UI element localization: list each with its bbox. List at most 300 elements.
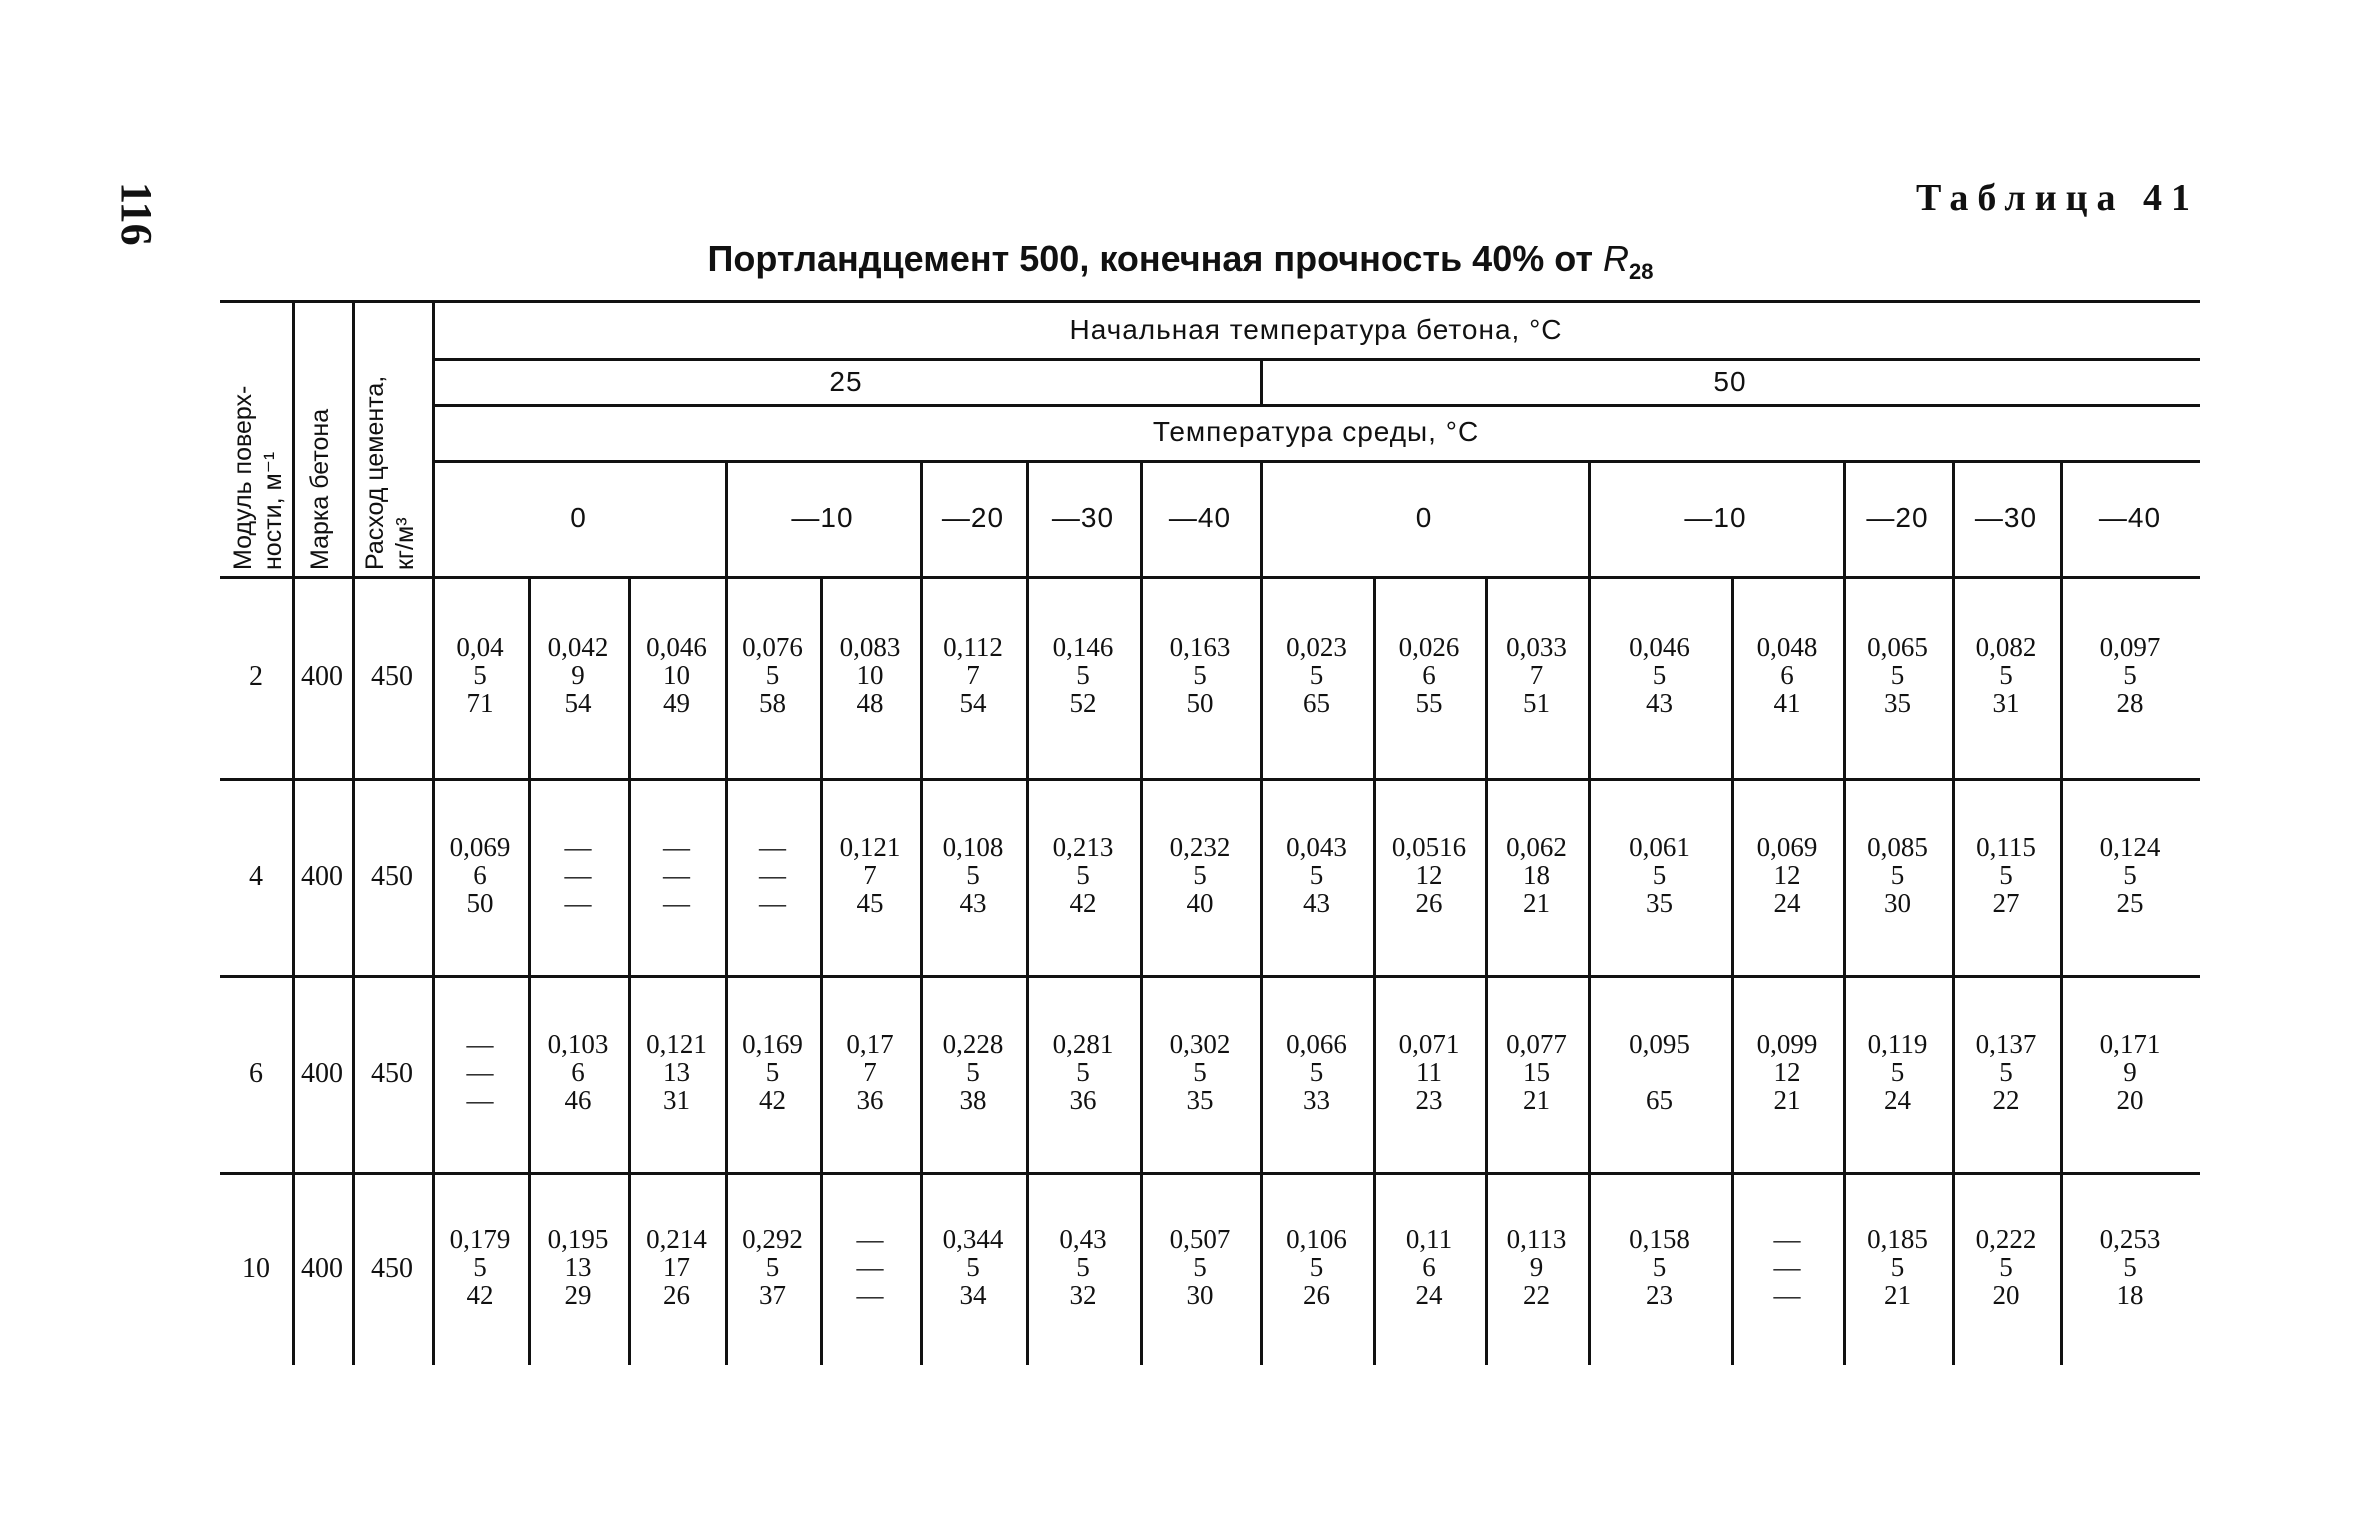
cell-line: 58 xyxy=(759,688,786,718)
cell-line: 5 xyxy=(473,1251,487,1282)
table-cell xyxy=(2060,1225,2200,1309)
page-number: 116 xyxy=(112,182,161,246)
table-cell xyxy=(920,1225,1026,1309)
table-cell xyxy=(1373,1030,1485,1114)
cell-line: 13 xyxy=(663,1056,690,1087)
cell-line: 5 xyxy=(966,1251,980,1282)
table-cell xyxy=(1843,1225,1952,1309)
cell-line: 50 xyxy=(466,887,494,918)
cell-line: 6 xyxy=(1780,660,1794,690)
cell-line: 36 xyxy=(1069,1084,1097,1115)
cell-line: 0,046 xyxy=(1629,632,1690,662)
table-cell xyxy=(820,633,920,717)
cell-line: 5 xyxy=(1999,1251,2013,1282)
cell-line: 26 xyxy=(1415,887,1443,918)
table-cell xyxy=(1260,1030,1373,1114)
cell-line: 43 xyxy=(1646,688,1673,718)
cell-line: — xyxy=(1773,1223,1801,1254)
header-env-temp-value: —40 xyxy=(2098,502,2162,533)
cell-line: 40 xyxy=(1186,887,1214,918)
cell-line: 0,071 xyxy=(1398,1028,1460,1059)
cell-line: 36 xyxy=(856,1084,884,1115)
table-cell xyxy=(1373,833,1485,917)
cell-line: 0,344 xyxy=(942,1223,1004,1254)
cell-line: 0,069 xyxy=(1756,831,1818,862)
cell-line: 30 xyxy=(1186,1279,1214,1310)
cell-line: 0,108 xyxy=(942,831,1004,862)
table-cell xyxy=(1731,833,1843,917)
cell-line: 5 xyxy=(1309,660,1324,690)
cell-line: 0,146 xyxy=(1052,632,1114,662)
cell-line: 0,11 xyxy=(1405,1223,1453,1254)
cell-line: 12 xyxy=(1415,859,1443,890)
cell-line: 0,061 xyxy=(1629,831,1690,862)
cell-line: 32 xyxy=(1069,1279,1097,1310)
cell-line: 43 xyxy=(1303,887,1330,918)
cell-line: 0,083 xyxy=(839,632,901,662)
table-cell xyxy=(1843,1030,1952,1114)
table-cell xyxy=(528,1225,628,1309)
cell-line: 5 xyxy=(1890,660,1905,690)
table-cell xyxy=(725,1030,820,1114)
cell-line: 18 xyxy=(2116,1279,2144,1310)
cell-line: 17 xyxy=(663,1251,690,1282)
cell-line: 0,253 xyxy=(2099,1223,2161,1254)
cell-line: 0,121 xyxy=(646,1028,707,1059)
cell-line: 0,281 xyxy=(1052,1028,1114,1059)
table-cell xyxy=(1026,1225,1140,1309)
header-env-temp: Температура среды, °С xyxy=(1152,416,1480,447)
row-separator xyxy=(220,778,2200,781)
cell-line: 43 xyxy=(959,887,987,918)
cell-line: 0,121 xyxy=(839,831,901,862)
header-cement: Расход цемента, кг/м³ xyxy=(361,375,419,570)
cell-line: 21 xyxy=(1523,887,1550,918)
cell-line: 29 xyxy=(564,1279,592,1310)
cell-line: 0,106 xyxy=(1286,1223,1347,1254)
row-cement: 450 xyxy=(371,1057,413,1089)
cell-line: — xyxy=(759,859,786,890)
cell-line: 11 xyxy=(1416,1056,1442,1087)
cell-line: 0,066 xyxy=(1286,1028,1347,1059)
cell-line: 0,185 xyxy=(1867,1223,1928,1254)
header-env-temp-value: —20 xyxy=(941,502,1005,533)
cell-line: — xyxy=(1773,1279,1801,1310)
cell-line: 0,171 xyxy=(2099,1028,2161,1059)
cell-line: 12 xyxy=(1773,859,1801,890)
cell-line: 0,169 xyxy=(742,1028,803,1059)
cell-line: 71 xyxy=(466,688,494,718)
table-cell xyxy=(1026,633,1140,717)
cell-line: 0,023 xyxy=(1286,632,1347,662)
table-cell xyxy=(1140,1030,1260,1114)
cell-line: 0,043 xyxy=(1286,831,1347,862)
row-separator xyxy=(220,975,2200,978)
header-temp-50: 50 xyxy=(1713,366,1747,397)
table-cell xyxy=(1026,1030,1140,1114)
cell-line: 10 xyxy=(856,660,884,690)
cell-line: 12 xyxy=(1773,1056,1801,1087)
cell-line: 5 xyxy=(1309,1056,1324,1087)
cell-line: 18 xyxy=(1523,859,1550,890)
cell-line: 5 xyxy=(1309,859,1324,890)
header-rule-3 xyxy=(432,460,2200,463)
table-cell xyxy=(1731,1030,1843,1114)
cell-line: 7 xyxy=(863,1056,877,1087)
row-grade: 400 xyxy=(301,1252,343,1284)
cell-line: 0,069 xyxy=(449,831,511,862)
cell-line: 25 xyxy=(2116,887,2144,918)
cell-line: 65 xyxy=(1646,1084,1673,1115)
cell-line: 0,076 xyxy=(742,632,803,662)
table-cell xyxy=(920,833,1026,917)
cell-line: 37 xyxy=(759,1279,786,1310)
cell-line xyxy=(1588,1058,1731,1086)
cell-line: 6 xyxy=(571,1056,585,1087)
table-cell xyxy=(1588,1030,1731,1114)
cell-line: 33 xyxy=(1303,1084,1330,1115)
table-cell xyxy=(1843,633,1952,717)
table-cell xyxy=(725,1225,820,1309)
cell-line: 0,0516 xyxy=(1391,831,1467,862)
cell-line: 9 xyxy=(1529,1251,1544,1282)
cell-line: 42 xyxy=(759,1084,786,1115)
cell-line: 0,43 xyxy=(1059,1223,1107,1254)
cell-line: — xyxy=(466,1084,494,1115)
cell-line: 5 xyxy=(1076,1251,1090,1282)
cell-line: 20 xyxy=(1992,1279,2020,1310)
cell-line: 54 xyxy=(564,688,592,718)
cell-line: 23 xyxy=(1646,1279,1673,1310)
title-symbol: R xyxy=(1602,238,1629,279)
table-cell xyxy=(820,1225,920,1309)
cell-line: 0,195 xyxy=(547,1223,609,1254)
table-cell xyxy=(725,633,820,717)
table-cell xyxy=(1588,833,1731,917)
table-cell xyxy=(1588,633,1731,717)
row-cement: 450 xyxy=(371,1252,413,1284)
cell-line: 5 xyxy=(1193,1056,1207,1087)
table-cell xyxy=(1952,833,2060,917)
cell-line: 0,222 xyxy=(1975,1223,2037,1254)
cell-line: 13 xyxy=(564,1251,592,1282)
cell-line: 9 xyxy=(571,660,585,690)
cell-line: — xyxy=(856,1223,884,1254)
row-module: 4 xyxy=(249,860,263,892)
cell-line: 0,046 xyxy=(646,632,707,662)
table-cell xyxy=(628,1030,725,1114)
cell-line: 0,065 xyxy=(1867,632,1928,662)
cell-line: 42 xyxy=(1069,887,1097,918)
cell-line: 15 xyxy=(1523,1056,1550,1087)
cell-line: 5 xyxy=(1890,1056,1905,1087)
table-cell xyxy=(2060,833,2200,917)
header-rule-2 xyxy=(432,404,2200,407)
cell-line: 0,097 xyxy=(2099,632,2161,662)
cell-line: 55 xyxy=(1415,688,1443,718)
cell-line: 10 xyxy=(663,660,690,690)
cell-line: 7 xyxy=(863,859,877,890)
cell-line: 0,214 xyxy=(646,1223,707,1254)
table-cell xyxy=(1588,1225,1731,1309)
cell-line: 35 xyxy=(1186,1084,1214,1115)
cell-line: 28 xyxy=(2116,688,2144,718)
cell-line: 5 xyxy=(1890,859,1905,890)
cell-line: 5 xyxy=(1309,1251,1324,1282)
table-cell xyxy=(1026,833,1140,917)
cell-line: 5 xyxy=(1193,660,1207,690)
cell-line: 5 xyxy=(765,1251,780,1282)
table-cell xyxy=(1952,1225,2060,1309)
cell-line: 5 xyxy=(966,859,980,890)
table-cell xyxy=(528,1030,628,1114)
cell-line: 5 xyxy=(2123,859,2137,890)
cell-line: 46 xyxy=(564,1084,592,1115)
header-bottom-rule xyxy=(220,576,2200,579)
table-cell xyxy=(628,833,725,917)
cell-line: 0,137 xyxy=(1975,1028,2037,1059)
cell-line: 5 xyxy=(1890,1251,1905,1282)
table-cell xyxy=(920,1030,1026,1114)
cell-line: 0,033 xyxy=(1506,632,1567,662)
cell-line: 5 xyxy=(1193,1251,1207,1282)
table-top-rule xyxy=(220,300,2200,303)
cell-line: 0,228 xyxy=(942,1028,1004,1059)
row-module: 10 xyxy=(242,1252,270,1284)
header-env-temp-value: —30 xyxy=(1974,502,2038,533)
cell-line: 0,507 xyxy=(1169,1223,1231,1254)
row-cement: 450 xyxy=(371,661,413,692)
cell-line: 5 xyxy=(1076,660,1090,690)
cell-line: 24 xyxy=(1415,1279,1443,1310)
table-cell xyxy=(1485,1030,1588,1114)
cell-line: 0,292 xyxy=(742,1223,803,1254)
cell-line: 0,124 xyxy=(2099,831,2161,862)
cell-line: — xyxy=(856,1251,884,1282)
table-cell xyxy=(1485,833,1588,917)
cell-line: 22 xyxy=(1523,1279,1550,1310)
cell-line: 20 xyxy=(2116,1084,2144,1115)
cell-line: 0,163 xyxy=(1169,632,1231,662)
table-cell xyxy=(820,1030,920,1114)
cell-line: 5 xyxy=(2123,660,2137,690)
cell-line: 41 xyxy=(1773,688,1801,718)
cell-line: 7 xyxy=(1529,660,1544,690)
cell-line: 34 xyxy=(959,1279,987,1310)
cell-line: 24 xyxy=(1773,887,1801,918)
cell-line: 0,077 xyxy=(1506,1028,1567,1059)
table-cell xyxy=(1485,1225,1588,1309)
cell-line: 51 xyxy=(1523,688,1550,718)
table-cell xyxy=(1260,1225,1373,1309)
cell-line: 23 xyxy=(1415,1084,1443,1115)
cell-line: 21 xyxy=(1773,1084,1801,1115)
cell-line: 0,232 xyxy=(1169,831,1231,862)
cell-line: 54 xyxy=(959,688,987,718)
cell-line: 7 xyxy=(966,660,980,690)
header-temp-25: 25 xyxy=(829,366,863,397)
cell-line: 0,103 xyxy=(547,1028,609,1059)
table-cell xyxy=(1843,833,1952,917)
row-cement: 450 xyxy=(371,860,413,892)
cell-line: 38 xyxy=(959,1084,987,1115)
cell-line: — xyxy=(663,831,690,862)
cell-line: — xyxy=(564,887,592,918)
table-cell xyxy=(1952,1030,2060,1114)
cell-line: 0,085 xyxy=(1867,831,1928,862)
cell-line: 6 xyxy=(473,859,487,890)
cell-line: 0,115 xyxy=(1976,831,2036,862)
cell-line: 0,119 xyxy=(1867,1028,1928,1059)
table-cell xyxy=(432,1030,528,1114)
cell-line: — xyxy=(1773,1251,1801,1282)
row-grade: 400 xyxy=(301,1057,343,1089)
data-table xyxy=(220,300,2200,1365)
cell-line: 5 xyxy=(1652,1251,1667,1282)
cell-line: 26 xyxy=(1303,1279,1330,1310)
header-env-temp-value: 0 xyxy=(570,502,587,533)
cell-line: 5 xyxy=(765,1056,780,1087)
cell-line: 30 xyxy=(1884,887,1911,918)
table-cell xyxy=(1485,633,1588,717)
cell-line: 24 xyxy=(1884,1084,1911,1115)
table-cell xyxy=(528,633,628,717)
header-grade: Марка бетона xyxy=(306,408,334,570)
cell-line: 49 xyxy=(663,688,690,718)
table-cell xyxy=(432,1225,528,1309)
cell-line: 27 xyxy=(1992,887,2020,918)
cell-line: 5 xyxy=(1999,859,2013,890)
cell-line: 0,048 xyxy=(1756,632,1818,662)
cell-line: 5 xyxy=(1999,660,2013,690)
cell-line: 0,213 xyxy=(1052,831,1114,862)
table-cell xyxy=(628,1225,725,1309)
table-cell xyxy=(628,633,725,717)
cell-line: — xyxy=(564,859,592,890)
header-env-temp-value: —40 xyxy=(1168,502,1232,533)
row-grade: 400 xyxy=(301,661,343,692)
cell-line: 5 xyxy=(1652,660,1667,690)
table-cell xyxy=(920,633,1026,717)
cell-line: 6 xyxy=(1422,660,1436,690)
table-cell xyxy=(528,833,628,917)
table-cell xyxy=(820,833,920,917)
cell-line: — xyxy=(759,831,786,862)
table-cell xyxy=(1140,1225,1260,1309)
cell-line: 0,17 xyxy=(846,1028,894,1059)
cell-line: 0,042 xyxy=(547,632,609,662)
cell-line: 0,062 xyxy=(1506,831,1567,862)
cell-line: 5 xyxy=(1076,859,1090,890)
cell-line: 48 xyxy=(856,688,884,718)
column-rule xyxy=(352,300,355,1365)
cell-line: — xyxy=(466,1028,494,1059)
row-module: 2 xyxy=(249,661,263,692)
cell-line: 6 xyxy=(1422,1251,1436,1282)
table-title xyxy=(0,238,2361,285)
cell-line: 42 xyxy=(466,1279,494,1310)
table-cell xyxy=(432,633,528,717)
table-cell xyxy=(1260,633,1373,717)
cell-line: 0,04 xyxy=(456,632,504,662)
header-env-temp-value: —20 xyxy=(1866,502,1929,533)
cell-line: 52 xyxy=(1069,688,1097,718)
header-env-temp-value: —10 xyxy=(791,502,854,533)
header-env-temp-value: —30 xyxy=(1051,502,1115,533)
cell-line: 5 xyxy=(473,660,487,690)
table-cell xyxy=(1952,633,2060,717)
cell-line: — xyxy=(759,887,786,918)
table-cell xyxy=(432,833,528,917)
cell-line: 5 xyxy=(966,1056,980,1087)
cell-line: 31 xyxy=(663,1084,690,1115)
cell-line: 0,095 xyxy=(1629,1028,1690,1059)
header-module: Модуль поверх- ности, м⁻¹ xyxy=(229,385,287,570)
header-env-temp-value: —10 xyxy=(1684,502,1747,533)
cell-line: 0,099 xyxy=(1756,1028,1818,1059)
row-module: 6 xyxy=(249,1057,263,1089)
table-cell xyxy=(1140,833,1260,917)
cell-line: 45 xyxy=(856,887,884,918)
table-cell xyxy=(1731,1225,1843,1309)
cell-line: 0,112 xyxy=(943,632,1003,662)
table-cell xyxy=(1373,633,1485,717)
cell-line: 5 xyxy=(2123,1251,2137,1282)
column-rule xyxy=(292,300,295,1365)
cell-line: 26 xyxy=(663,1279,690,1310)
row-grade: 400 xyxy=(301,860,343,892)
cell-line: 50 xyxy=(1186,688,1214,718)
cell-line: 0,113 xyxy=(1506,1223,1567,1254)
cell-line: 5 xyxy=(1076,1056,1090,1087)
row-separator xyxy=(220,1172,2200,1175)
cell-line: 35 xyxy=(1884,688,1911,718)
cell-line: 0,302 xyxy=(1169,1028,1231,1059)
cell-line: 0,082 xyxy=(1975,632,2037,662)
cell-line: 22 xyxy=(1992,1084,2020,1115)
cell-line: 5 xyxy=(1999,1056,2013,1087)
table-cell xyxy=(2060,633,2200,717)
cell-line: — xyxy=(663,887,690,918)
table-cell xyxy=(1140,633,1260,717)
table-cell xyxy=(2060,1030,2200,1114)
cell-line: — xyxy=(856,1279,884,1310)
cell-line: 0,158 xyxy=(1629,1223,1690,1254)
header-env-temp-value: 0 xyxy=(1415,502,1433,533)
cell-line: 21 xyxy=(1884,1279,1911,1310)
cell-line: 5 xyxy=(765,660,780,690)
table-cell xyxy=(1373,1225,1485,1309)
table-cell xyxy=(1260,833,1373,917)
header-rule-1 xyxy=(432,358,2200,361)
cell-line: 0,179 xyxy=(449,1223,511,1254)
cell-line: 21 xyxy=(1523,1084,1550,1115)
cell-line: — xyxy=(466,1056,494,1087)
cell-line: 5 xyxy=(1652,859,1667,890)
table-cell xyxy=(1731,633,1843,717)
cell-line: 35 xyxy=(1646,887,1673,918)
cell-line: 5 xyxy=(1193,859,1207,890)
cell-line: — xyxy=(663,859,690,890)
cell-line: 65 xyxy=(1303,688,1330,718)
table-label: Таблица 41 xyxy=(1915,177,2199,219)
cell-line: 0,026 xyxy=(1398,632,1460,662)
cell-line: 31 xyxy=(1992,688,2020,718)
header-initial-temp: Начальная температура бетона, °С xyxy=(1069,314,1563,345)
cell-line: 9 xyxy=(2123,1056,2137,1087)
table-cell xyxy=(725,833,820,917)
title-text: Портландцемент 500, конечная прочность 40% от xyxy=(707,238,1603,279)
